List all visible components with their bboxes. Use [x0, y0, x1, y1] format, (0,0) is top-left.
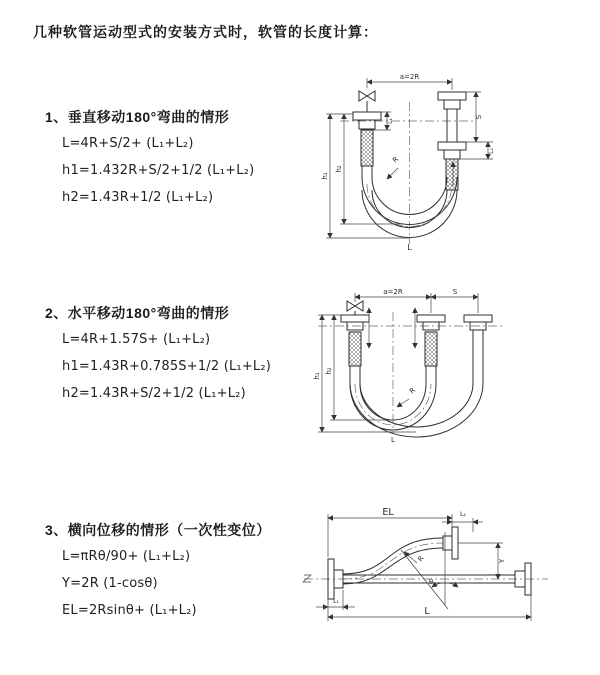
right-pipe-flange — [464, 315, 492, 382]
left-pipe-flange — [341, 315, 369, 384]
dim-label-s: S — [475, 114, 483, 120]
length-label: L — [391, 436, 395, 444]
right-pipe-flanges — [438, 92, 466, 190]
dim-label-h1: h₁ — [321, 172, 329, 180]
angle-label: θ — [428, 578, 434, 586]
upper-right-flange — [452, 527, 458, 559]
dim-label-h2: h₂ — [335, 165, 343, 173]
middle-pipe-flange — [417, 315, 445, 384]
radius-callout — [397, 386, 417, 407]
section-1-heading: 1、垂直移动180°弯曲的情形 — [45, 109, 230, 125]
page-title: 几种软管运动型式的安装方式时，软管的长度计算： — [33, 24, 378, 40]
formula-L: L=4R+S/2+ (L₁+L₂) — [62, 136, 194, 151]
valve-icon — [359, 91, 375, 112]
section-3-heading: 3、横向位移的情形（一次性变位） — [45, 522, 271, 538]
dim-s — [431, 288, 478, 297]
formula-EL: EL=2Rsinθ+ (L₁+L₂) — [62, 603, 197, 618]
formula-Y: Y=2R (1-cosθ) — [62, 576, 158, 591]
u-bend-arcs — [350, 382, 483, 437]
formula-h1: h1=1.432R+S/2+1/2 (L₁+L₂) — [62, 163, 255, 178]
dim-label-a2r: a=2R — [383, 288, 403, 296]
dim-label-s: S — [452, 288, 458, 296]
dim-h2 — [325, 315, 393, 420]
section-2-heading: 2、水平移动180°弯曲的情形 — [45, 305, 230, 321]
formula-h2: h2=1.43R+S/2+1/2 (L₁+L₂) — [62, 386, 246, 401]
radius-label: R — [408, 386, 418, 396]
dim-label-a2r: a=2R — [399, 73, 420, 81]
dim-label-l1: L₁ — [387, 118, 394, 124]
dim-y — [458, 543, 506, 579]
dim-label-l2: L₂ — [460, 511, 466, 518]
fitting-dims — [369, 308, 415, 348]
centerline-break-mark — [303, 575, 311, 582]
dim-span-2r — [367, 73, 452, 90]
original-position-pipe — [343, 563, 531, 595]
braided-hose-section — [361, 130, 373, 166]
dim-l2 — [442, 511, 483, 532]
formula-h2: h2=1.43R+1/2 (L₁+L₂) — [62, 190, 214, 205]
section-1 — [45, 108, 335, 207]
formula-h1: h1=1.43R+0.785S+1/2 (L₁+L₂) — [62, 359, 272, 374]
dim-el — [328, 507, 452, 557]
radius-label: R — [416, 554, 426, 564]
radius-callout — [387, 155, 400, 179]
braided-hose-section — [425, 332, 437, 366]
left-pipe-flange — [353, 112, 381, 177]
dim-span-2r — [355, 288, 478, 313]
formula-L: L=4R+1.57S+ (L₁+L₂) — [62, 332, 211, 347]
diagram-lateral-displacement — [300, 502, 600, 652]
formula-L: L=πRθ/90+ (L₁+L₂) — [62, 549, 191, 564]
braided-hose-section — [349, 332, 361, 366]
dim-label-y: Y — [498, 558, 506, 564]
dim-s — [466, 92, 493, 142]
dim-label-h2: h₂ — [325, 367, 333, 375]
valve-icon — [347, 301, 363, 315]
section-3 — [45, 521, 335, 620]
radius-label: R — [391, 155, 401, 165]
diagram-vertical-180-bend — [310, 64, 590, 260]
dim-label-l: L — [424, 606, 430, 617]
dim-label-l1: L₁ — [333, 598, 339, 605]
dim-label-el: EL — [382, 507, 394, 518]
diagram-horizontal-180-bend — [308, 284, 592, 464]
dim-label-h1: h₁ — [313, 372, 321, 380]
section-2 — [45, 304, 335, 403]
dim-label-l2: L₂ — [488, 148, 495, 154]
length-label: L — [407, 243, 412, 252]
dim-l1 — [316, 590, 355, 610]
dim-l — [328, 595, 531, 621]
